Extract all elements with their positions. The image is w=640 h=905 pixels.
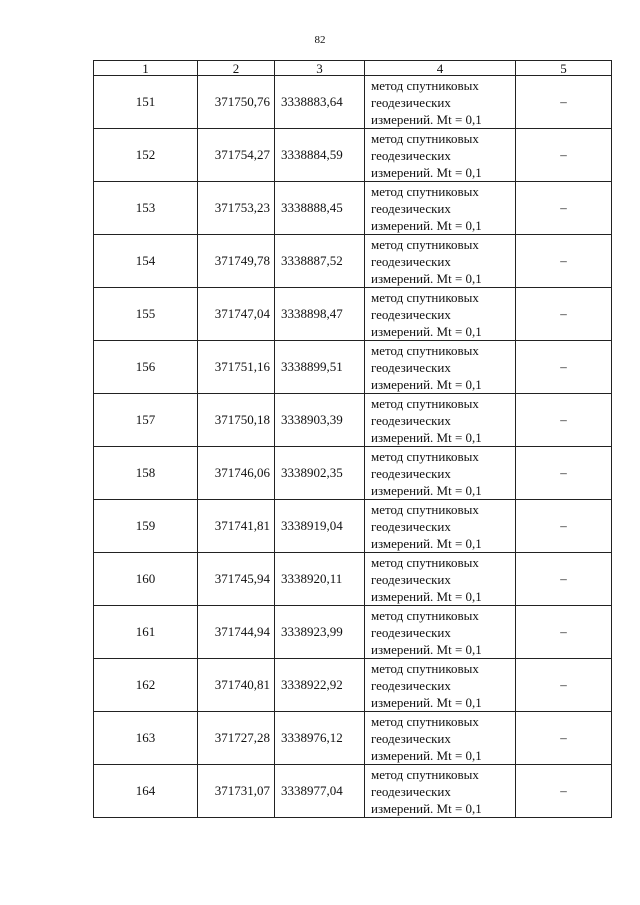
x-coordinate-cell: 371754,27	[198, 129, 275, 182]
table-row	[94, 447, 612, 500]
method-text-line: метод спутниковых	[371, 607, 479, 623]
x-coordinate-cell: 371749,78	[198, 235, 275, 288]
page-number: 82	[314, 34, 326, 46]
y-coordinate-cell: 3338899,51	[275, 341, 365, 394]
method-cell	[365, 288, 516, 341]
method-text-line: метод спутниковых	[371, 713, 479, 729]
table-row	[94, 235, 612, 288]
table-row	[94, 288, 612, 341]
method-text-line: измерений. Mt = 0,1	[371, 641, 482, 657]
method-text-line: геодезических	[371, 359, 451, 375]
x-coordinate-cell: 371751,16	[198, 341, 275, 394]
method-text-line: метод спутниковых	[371, 77, 479, 93]
method-text-line: геодезических	[371, 624, 451, 640]
point-number-cell: 164	[94, 765, 198, 818]
method-text-line: метод спутниковых	[371, 395, 479, 411]
x-coordinate-cell: 371727,28	[198, 712, 275, 765]
point-number-cell: 159	[94, 500, 198, 553]
y-coordinate-cell: 3338976,12	[275, 712, 365, 765]
method-cell	[365, 712, 516, 765]
method-cell	[365, 765, 516, 818]
method-text-line: измерений. Mt = 0,1	[371, 535, 482, 551]
method-text-line: измерений. Mt = 0,1	[371, 747, 482, 763]
method-text-line: геодезических	[371, 571, 451, 587]
note-cell: –	[516, 76, 612, 129]
method-text-line: геодезических	[371, 677, 451, 693]
y-coordinate-cell: 3338920,11	[275, 553, 365, 606]
method-text-line: метод спутниковых	[371, 448, 479, 464]
method-text-line: метод спутниковых	[371, 660, 479, 676]
method-text-line: измерений. Mt = 0,1	[371, 270, 482, 286]
note-cell: –	[516, 500, 612, 553]
header-col-2: 2	[198, 61, 275, 76]
y-coordinate-cell: 3338977,04	[275, 765, 365, 818]
method-cell	[365, 182, 516, 235]
method-text-line: геодезических	[371, 465, 451, 481]
point-number-cell: 154	[94, 235, 198, 288]
method-text-line: метод спутниковых	[371, 130, 479, 146]
method-text-line: геодезических	[371, 412, 451, 428]
x-coordinate-cell: 371746,06	[198, 447, 275, 500]
method-cell	[365, 129, 516, 182]
method-text-line: измерений. Mt = 0,1	[371, 482, 482, 498]
method-text-line: геодезических	[371, 306, 451, 322]
x-coordinate-cell: 371750,76	[198, 76, 275, 129]
header-col-5: 5	[516, 61, 612, 76]
table-row	[94, 712, 612, 765]
header-col-3: 3	[275, 61, 365, 76]
method-cell	[365, 659, 516, 712]
y-coordinate-cell: 3338919,04	[275, 500, 365, 553]
table-row	[94, 765, 612, 818]
method-cell	[365, 447, 516, 500]
note-cell: –	[516, 129, 612, 182]
table-header	[94, 61, 612, 76]
table-row	[94, 553, 612, 606]
method-text-line: метод спутниковых	[371, 183, 479, 199]
point-number-cell: 163	[94, 712, 198, 765]
coordinates-table	[93, 60, 612, 818]
note-cell: –	[516, 606, 612, 659]
note-cell: –	[516, 288, 612, 341]
header-col-4: 4	[365, 61, 516, 76]
method-text-line: геодезических	[371, 253, 451, 269]
method-cell	[365, 606, 516, 659]
x-coordinate-cell: 371731,07	[198, 765, 275, 818]
method-text-line: геодезических	[371, 147, 451, 163]
note-cell: –	[516, 447, 612, 500]
method-text-line: метод спутниковых	[371, 766, 479, 782]
note-cell: –	[516, 235, 612, 288]
method-text-line: метод спутниковых	[371, 554, 479, 570]
y-coordinate-cell: 3338887,52	[275, 235, 365, 288]
method-cell	[365, 394, 516, 447]
point-number-cell: 152	[94, 129, 198, 182]
method-cell	[365, 500, 516, 553]
note-cell: –	[516, 341, 612, 394]
method-text-line: геодезических	[371, 730, 451, 746]
y-coordinate-cell: 3338923,99	[275, 606, 365, 659]
point-number-cell: 161	[94, 606, 198, 659]
x-coordinate-cell: 371741,81	[198, 500, 275, 553]
point-number-cell: 156	[94, 341, 198, 394]
point-number-cell: 153	[94, 182, 198, 235]
table-row	[94, 129, 612, 182]
y-coordinate-cell: 3338884,59	[275, 129, 365, 182]
table-row	[94, 394, 612, 447]
x-coordinate-cell: 371747,04	[198, 288, 275, 341]
method-text-line: геодезических	[371, 783, 451, 799]
table-row	[94, 500, 612, 553]
table-row	[94, 182, 612, 235]
method-text-line: метод спутниковых	[371, 501, 479, 517]
header-row	[94, 61, 612, 76]
x-coordinate-cell: 371740,81	[198, 659, 275, 712]
header-col-1: 1	[94, 61, 198, 76]
method-text-line: метод спутниковых	[371, 289, 479, 305]
method-text-line: измерений. Mt = 0,1	[371, 588, 482, 604]
x-coordinate-cell: 371745,94	[198, 553, 275, 606]
method-text-line: метод спутниковых	[371, 236, 479, 252]
point-number-cell: 155	[94, 288, 198, 341]
method-cell	[365, 235, 516, 288]
x-coordinate-cell: 371744,94	[198, 606, 275, 659]
method-text-line: измерений. Mt = 0,1	[371, 323, 482, 339]
method-text-line: измерений. Mt = 0,1	[371, 376, 482, 392]
y-coordinate-cell: 3338888,45	[275, 182, 365, 235]
point-number-cell: 162	[94, 659, 198, 712]
table-body	[94, 76, 612, 818]
point-number-cell: 151	[94, 76, 198, 129]
table-row	[94, 341, 612, 394]
y-coordinate-cell: 3338902,35	[275, 447, 365, 500]
note-cell: –	[516, 659, 612, 712]
y-coordinate-cell: 3338883,64	[275, 76, 365, 129]
y-coordinate-cell: 3338898,47	[275, 288, 365, 341]
note-cell: –	[516, 182, 612, 235]
method-text-line: геодезических	[371, 200, 451, 216]
point-number-cell: 160	[94, 553, 198, 606]
x-coordinate-cell: 371753,23	[198, 182, 275, 235]
point-number-cell: 157	[94, 394, 198, 447]
table-row	[94, 659, 612, 712]
note-cell: –	[516, 553, 612, 606]
y-coordinate-cell: 3338903,39	[275, 394, 365, 447]
table-row	[94, 606, 612, 659]
method-text-line: геодезических	[371, 518, 451, 534]
method-text-line: геодезических	[371, 94, 451, 110]
method-text-line: измерений. Mt = 0,1	[371, 111, 482, 127]
method-text-line: измерений. Mt = 0,1	[371, 164, 482, 180]
table-row	[94, 76, 612, 129]
method-text-line: измерений. Mt = 0,1	[371, 217, 482, 233]
method-text-line: измерений. Mt = 0,1	[371, 800, 482, 816]
note-cell: –	[516, 394, 612, 447]
note-cell: –	[516, 765, 612, 818]
method-text-line: измерений. Mt = 0,1	[371, 429, 482, 445]
method-text-line: измерений. Mt = 0,1	[371, 694, 482, 710]
method-cell	[365, 553, 516, 606]
method-cell	[365, 341, 516, 394]
x-coordinate-cell: 371750,18	[198, 394, 275, 447]
note-cell: –	[516, 712, 612, 765]
point-number-cell: 158	[94, 447, 198, 500]
method-text-line: метод спутниковых	[371, 342, 479, 358]
y-coordinate-cell: 3338922,92	[275, 659, 365, 712]
method-cell	[365, 76, 516, 129]
